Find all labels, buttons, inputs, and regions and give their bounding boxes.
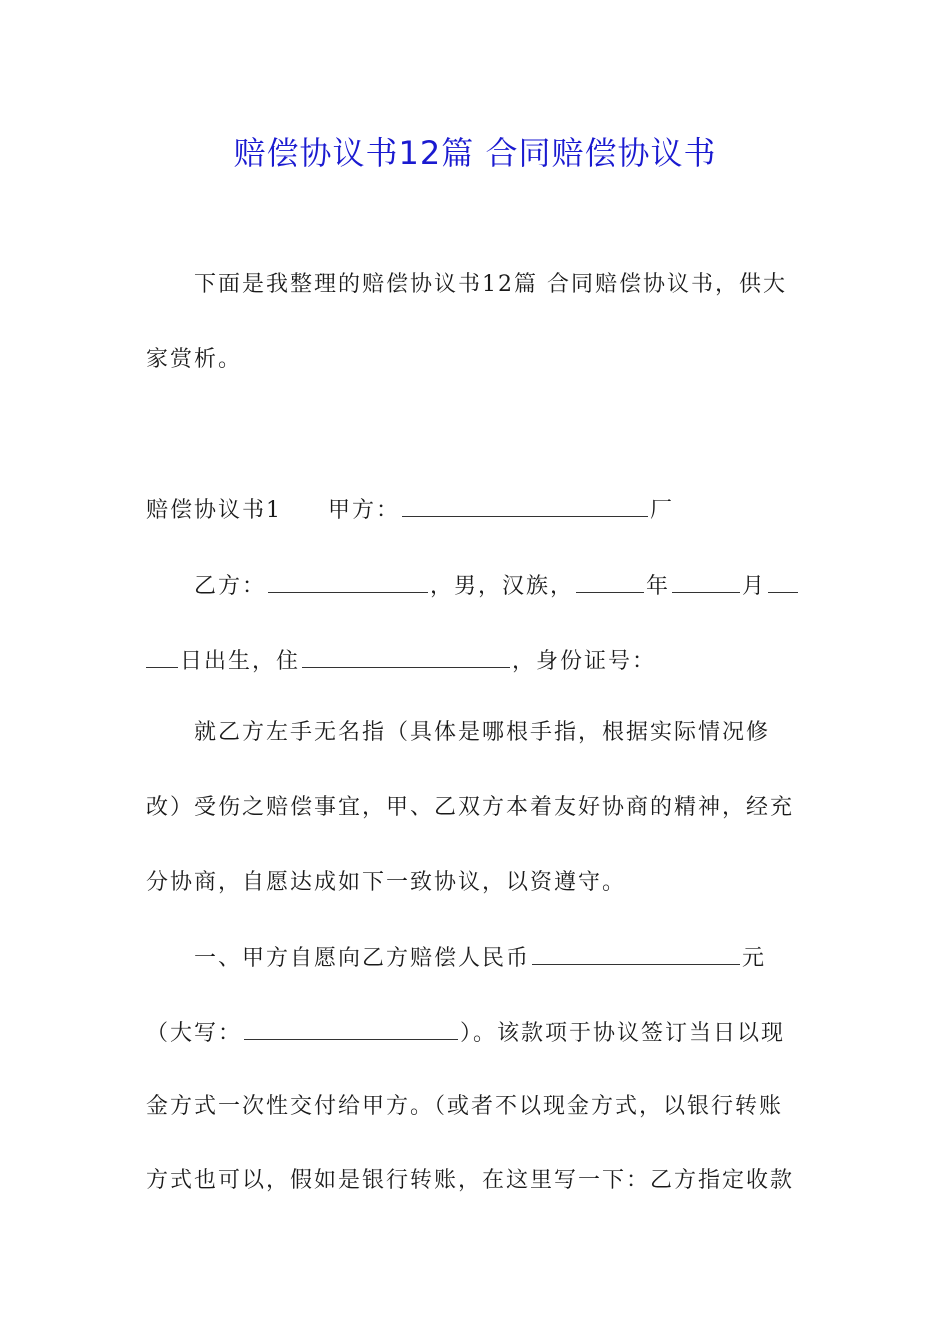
party-b-line <box>194 570 806 602</box>
clause-one-text: 一、甲方自愿向乙方赔偿人民币 <box>194 946 531 971</box>
section-heading-line <box>146 494 806 526</box>
id-number-label: ，身份证号： <box>512 649 657 674</box>
amount-blank[interactable] <box>532 942 740 965</box>
capital-label: （大写： <box>146 1021 243 1046</box>
paragraph-line-1: 就乙方左手无名指（具体是哪根手指，根据实际情况修 <box>194 720 771 745</box>
party-b-gender: ，男，汉族， <box>430 574 575 599</box>
month-label: 月 <box>742 574 767 599</box>
intro-line-1: 下面是我整理的赔偿协议书12篇 合同赔偿协议书，供大 <box>194 272 787 297</box>
payment-line-2: 方式也可以，假如是银行转账，在这里写一下：乙方指定收款 <box>146 1168 795 1193</box>
document-title: 赔偿协议书12篇 合同赔偿协议书 <box>233 134 717 172</box>
payment-text: ）。该款项于协议签订当日以现 <box>460 1021 786 1046</box>
birth-address-line <box>146 645 806 677</box>
clause-one-line <box>194 942 806 974</box>
birth-address-label: 日出生，住 <box>180 649 301 674</box>
amount-capital-blank[interactable] <box>244 1017 458 1040</box>
party-b-label: 乙方： <box>194 574 267 599</box>
payment-line-1: 金方式一次性交付给甲方。（或者不以现金方式，以银行转账 <box>146 1094 784 1119</box>
party-a-label: 甲方： <box>328 498 401 523</box>
birth-year-blank[interactable] <box>576 570 644 593</box>
party-a-blank[interactable] <box>402 494 648 517</box>
birth-day-blank-part2[interactable] <box>146 645 178 668</box>
section-heading: 赔偿协议书1 <box>146 498 282 523</box>
birth-month-blank[interactable] <box>672 570 740 593</box>
paragraph-line-3: 分协商，自愿达成如下一致协议，以资遵守。 <box>146 870 627 895</box>
year-label: 年 <box>646 574 671 599</box>
factory-suffix: 厂 <box>650 498 675 523</box>
intro-line-2: 家赏析。 <box>146 347 243 372</box>
yuan-label: 元 <box>742 946 767 971</box>
address-blank[interactable] <box>302 645 510 668</box>
paragraph-line-2: 改）受伤之赔偿事宜，甲、乙双方本着友好协商的精神，经充 <box>146 795 795 820</box>
party-b-name-blank[interactable] <box>268 570 428 593</box>
birth-day-blank-part1[interactable] <box>768 570 798 593</box>
amount-capital-line <box>146 1017 806 1049</box>
